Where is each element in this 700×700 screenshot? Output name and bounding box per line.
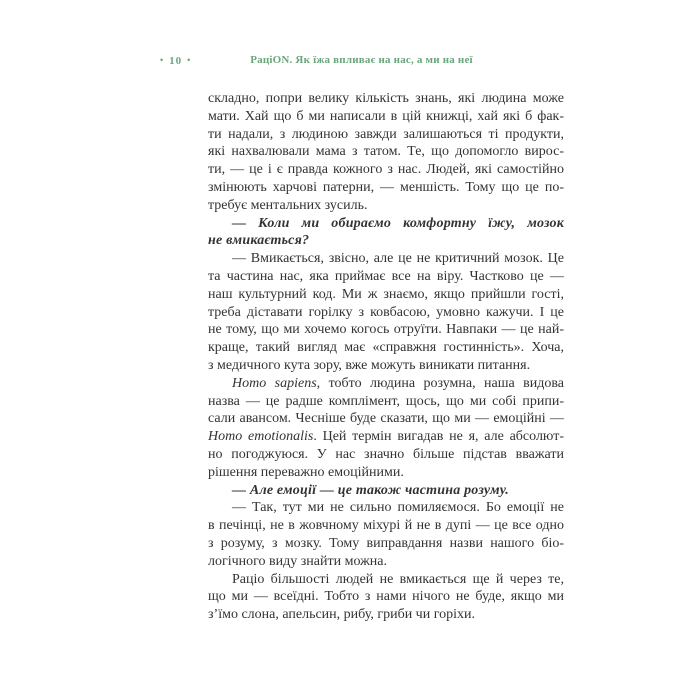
text-segment: ти, — це і є правда кожного з нас. Людей, які самостійно bbox=[208, 162, 564, 178]
text-line bbox=[208, 375, 564, 393]
text-segment: не тому, що ми хочемо когось отруїти. Навпаки — це най- bbox=[208, 322, 564, 338]
text-segment: які нахвалювали мама з татом. Те, що допомогло вирос- bbox=[208, 144, 564, 160]
text-line bbox=[208, 535, 564, 553]
text-line bbox=[208, 197, 564, 215]
text-segment: змінюють харчові патерни, — меншість. Тому що це по- bbox=[208, 179, 564, 195]
text-line bbox=[208, 268, 564, 286]
text-segment: та частина нас, яка приймає все на віру. Частково це — bbox=[208, 268, 564, 284]
running-title: РаціON. Як їжа впливає на нас, а ми на неї bbox=[250, 54, 473, 66]
text-segment: що ми — всеїдні. Тобто з нами нічого не буде, якщо ми bbox=[208, 589, 564, 605]
text-line bbox=[208, 357, 564, 375]
paragraph bbox=[208, 250, 564, 375]
text-segment: з розуму, з мозку. Тому виправдання назви нашого біо- bbox=[208, 535, 564, 551]
text-segment: — Але емоції — це також частина розуму. bbox=[232, 482, 509, 498]
text-segment: — Коли ми обираємо комфортну їжу, мозок bbox=[232, 215, 564, 231]
text-line bbox=[208, 588, 564, 606]
text-line bbox=[208, 126, 564, 144]
text-line bbox=[208, 428, 564, 446]
text-line bbox=[208, 553, 564, 571]
paragraph bbox=[208, 90, 564, 215]
page-number-value: 10 bbox=[169, 55, 183, 67]
dialogue-question bbox=[208, 215, 564, 251]
page-body bbox=[208, 90, 564, 624]
bullet-right: • bbox=[187, 55, 192, 65]
paragraph bbox=[208, 499, 564, 570]
latin-term: Homo sapiens bbox=[232, 375, 317, 391]
text-segment: мати. Хай що б ми написали в цій книжці, хай які б фак- bbox=[208, 108, 564, 124]
text-segment: наш культурний код. Ми ж знаємо, якщо прийшли гості, bbox=[208, 286, 564, 302]
text-segment: ти надали, з людиною завжди залишаються ті продукти, bbox=[208, 126, 564, 142]
text-line bbox=[208, 446, 564, 464]
text-line bbox=[208, 179, 564, 197]
text-line bbox=[208, 393, 564, 411]
text-segment: не вмикається? bbox=[208, 233, 310, 249]
text-line bbox=[208, 286, 564, 304]
latin-term: Homo emotionalis bbox=[208, 429, 314, 445]
text-line bbox=[208, 410, 564, 428]
text-line bbox=[208, 250, 564, 268]
text-segment: сали авансом. Чесніше буде сказати, що ми — емоційні — bbox=[208, 411, 564, 427]
text-line bbox=[208, 161, 564, 179]
text-line bbox=[208, 232, 564, 250]
text-line bbox=[208, 517, 564, 535]
text-segment: логічного виду знайти можна. bbox=[208, 553, 387, 569]
text-line bbox=[208, 571, 564, 589]
text-line bbox=[208, 464, 564, 482]
paragraph bbox=[208, 571, 564, 624]
text-segment: требує ментальних зусиль. bbox=[208, 197, 368, 213]
text-segment: , тобто людина розумна, наша видова bbox=[316, 375, 564, 391]
text-line bbox=[208, 321, 564, 339]
text-line bbox=[208, 606, 564, 624]
text-line bbox=[208, 304, 564, 322]
text-segment: Раціо більшості людей не вмикається ще й через те, bbox=[232, 571, 564, 587]
text-segment: — Так, тут ми не сильно помиляємося. Бо емоції не bbox=[232, 500, 564, 516]
text-line bbox=[208, 215, 564, 233]
bullet-left: • bbox=[160, 55, 165, 65]
text-segment: назва — це радше комплімент, щось, що ми собі припи- bbox=[208, 393, 564, 409]
text-segment: . Цей термін вигадав не я, але абсолют- bbox=[313, 429, 564, 445]
dialogue-question bbox=[208, 482, 564, 500]
text-line bbox=[208, 339, 564, 357]
text-segment: краще, такий вигляд має «справжня гостинність». Хоча, bbox=[208, 340, 564, 356]
text-segment: в печінці, не в жовчному міхурі й не в дупі — це все одно bbox=[208, 518, 564, 534]
text-line bbox=[208, 143, 564, 161]
text-segment: — Вмикається, звісно, але це не критичний мозок. Це bbox=[232, 251, 564, 267]
text-line bbox=[208, 108, 564, 126]
text-segment: з’їмо слона, апельсин, рибу, гриби чи горіхи. bbox=[208, 607, 475, 623]
text-segment: рішення переважно емоційними. bbox=[208, 464, 404, 480]
text-line bbox=[208, 482, 564, 500]
text-line bbox=[208, 499, 564, 517]
text-segment: складно, попри велику кількість знань, які людина може bbox=[208, 91, 564, 106]
text-segment: з медичного кута зору, вже можуть виникати питання. bbox=[208, 357, 531, 373]
page-header bbox=[160, 54, 563, 70]
text-segment: треба діставати горілку з ковбасою, умовно кажучи. І це bbox=[208, 304, 564, 320]
paragraph bbox=[208, 375, 564, 482]
text-line bbox=[208, 90, 564, 108]
text-segment: но погоджуюся. У нас значно більше підстав вважати bbox=[208, 446, 564, 462]
